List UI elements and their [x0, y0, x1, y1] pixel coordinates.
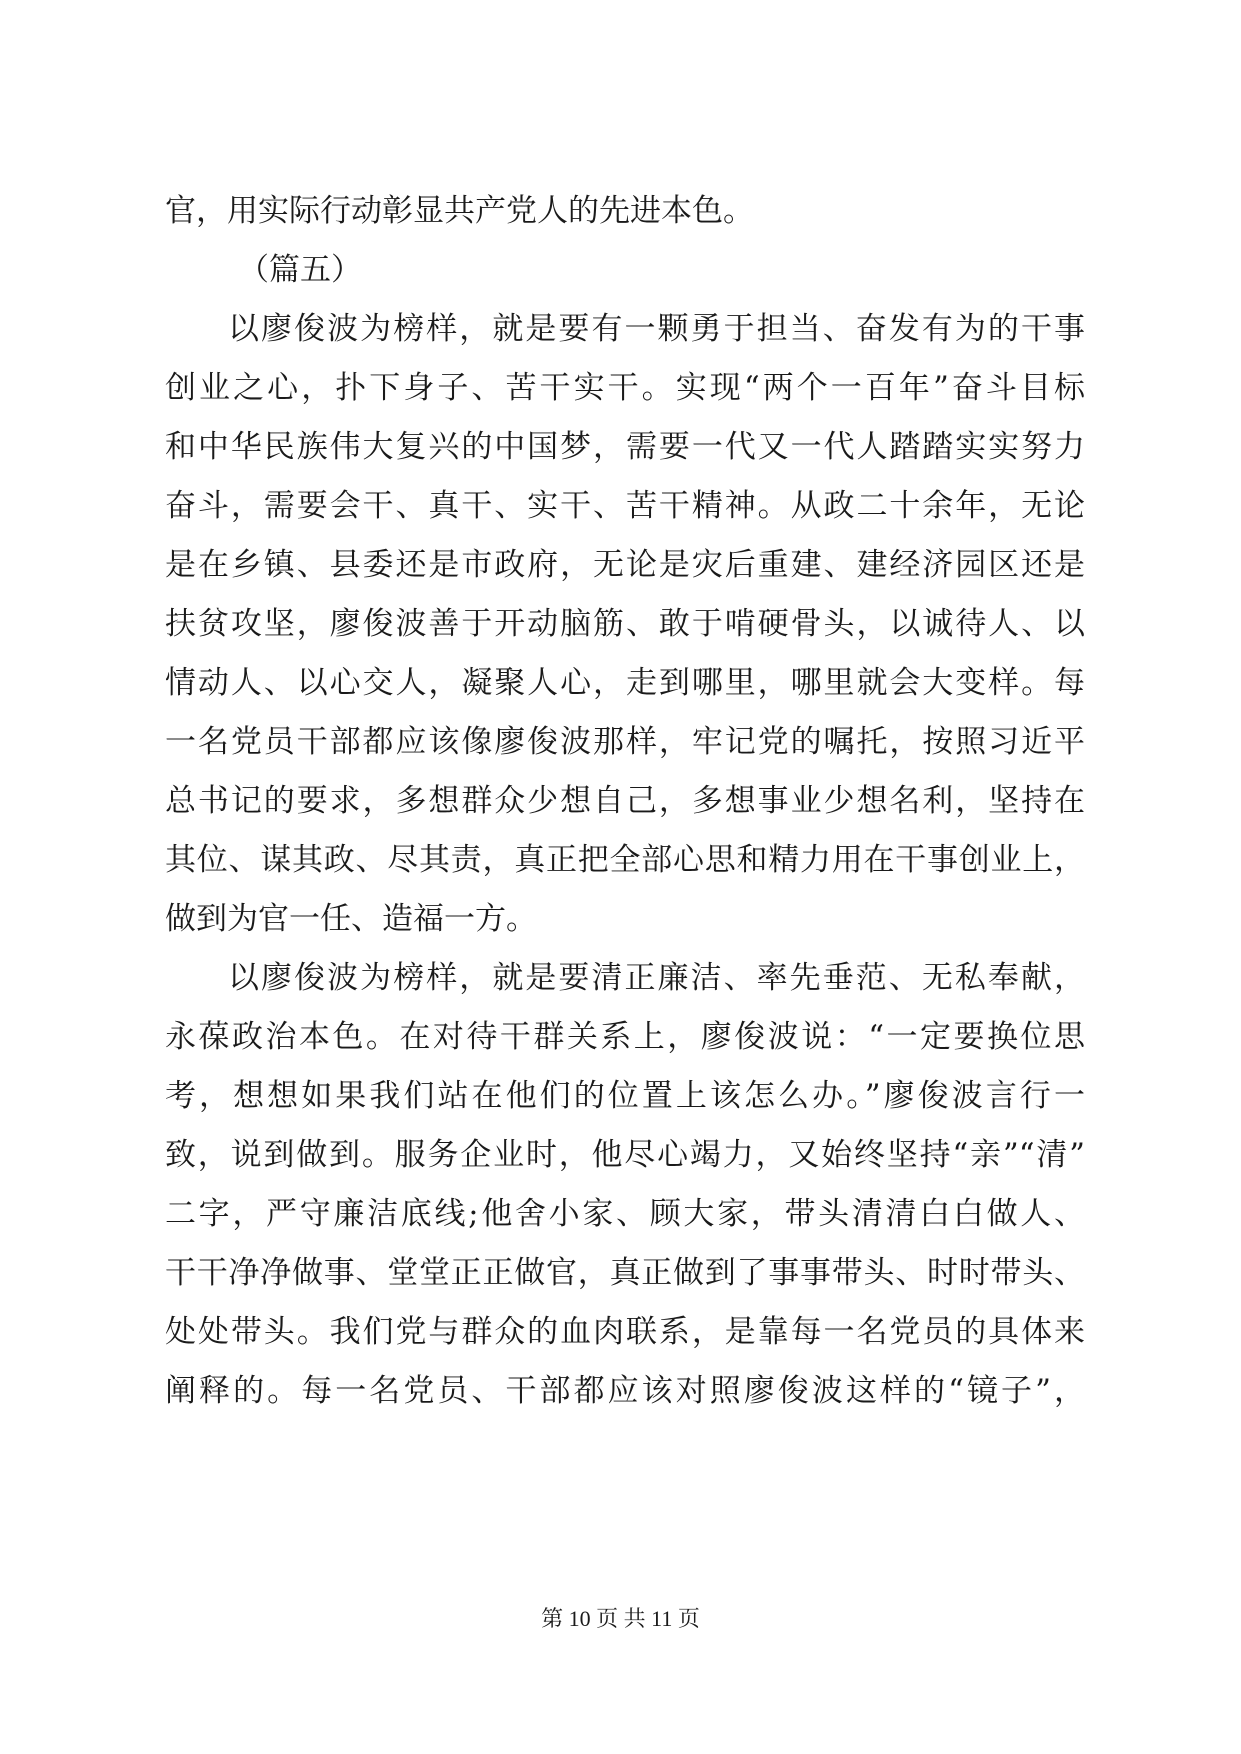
section-heading: （篇五） [238, 252, 362, 288]
paragraph-line: 永葆政治本色。在对待干群关系上，廖俊波说：“一定要换位思 [165, 1019, 1085, 1055]
paragraph-line: 扶贫攻坚，廖俊波善于开动脑筋、敢于啃硬骨头，以诚待人、以 [165, 606, 1085, 642]
document-body [165, 182, 1085, 1421]
paragraph-line: 官，用实际行动彰显共产党人的先进本色。 [165, 193, 754, 229]
paragraph-line: 一名党员干部都应该像廖俊波那样，牢记党的嘱托，按照习近平 [165, 724, 1085, 760]
page-number-footer: 第 10 页 共 11 页 [541, 1606, 700, 1631]
paragraph-line: 以廖俊波为榜样，就是要清正廉洁、率先垂范、无私奉献， [228, 960, 1085, 996]
paragraph-line: 总书记的要求，多想群众少想自己，多想事业少想名利，坚持在 [165, 783, 1085, 819]
paragraph-line: 以廖俊波为榜样，就是要有一颗勇于担当、奋发有为的干事 [228, 311, 1085, 347]
paragraph-line: 干干净净做事、堂堂正正做官，真正做到了事事带头、时时带头、 [165, 1255, 1085, 1291]
paragraph-line: 做到为官一任、造福一方。 [165, 901, 537, 937]
paragraph-line: 其位、谋其政、尽其责，真正把全部心思和精力用在干事创业上， [165, 842, 1085, 878]
paragraph-line: 考，想想如果我们站在他们的位置上该怎么办。”廖俊波言行一 [165, 1078, 1085, 1114]
paragraph-line: 致，说到做到。服务企业时，他尽心竭力，又始终坚持“亲”“清” [165, 1137, 1085, 1173]
paragraph-line: 阐释的。每一名党员、干部都应该对照廖俊波这样的“镜子”， [165, 1373, 1085, 1409]
paragraph-line: 和中华民族伟大复兴的中国梦，需要一代又一代人踏踏实实努力 [165, 429, 1085, 465]
paragraph-line: 情动人、以心交人，凝聚人心，走到哪里，哪里就会大变样。每 [165, 665, 1085, 701]
paragraph-line: 处处带头。我们党与群众的血肉联系，是靠每一名党员的具体来 [165, 1314, 1085, 1350]
paragraph-line: 创业之心，扑下身子、苦干实干。实现“两个一百年”奋斗目标 [165, 370, 1085, 406]
paragraph-line: 奋斗，需要会干、真干、实干、苦干精神。从政二十余年，无论 [165, 488, 1085, 524]
paragraph-line: 二字，严守廉洁底线;他舍小家、顾大家，带头清清白白做人、 [165, 1196, 1085, 1232]
paragraph-line: 是在乡镇、县委还是市政府，无论是灾后重建、建经济园区还是 [165, 547, 1085, 583]
